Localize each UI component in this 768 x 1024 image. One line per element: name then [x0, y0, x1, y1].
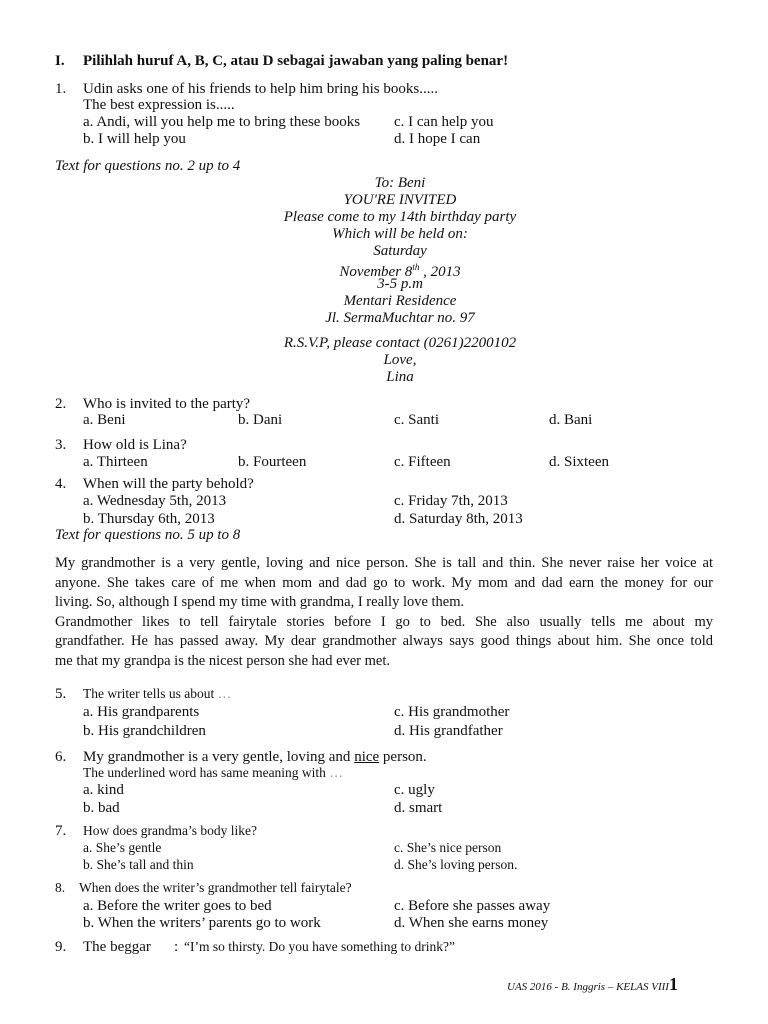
- q6-stem-post: person.: [379, 749, 427, 765]
- date-year: , 2013: [419, 264, 461, 280]
- invitation-rsvp: R.S.V.P, please contact (0261)2200102: [283, 335, 517, 351]
- q2-number: 2.: [55, 396, 67, 412]
- q3-option-c[interactable]: c. Fifteen: [394, 454, 451, 470]
- invitation-street: Jl. SermaMuchtar no. 97: [325, 310, 475, 326]
- q4-stem: When will the party behold?: [83, 476, 254, 492]
- q4-option-a[interactable]: a. Wednesday 5th, 2013: [83, 493, 227, 509]
- date-sup: th: [412, 262, 420, 272]
- q4-option-c[interactable]: c. Friday 7th, 2013: [394, 493, 508, 509]
- q6-option-d[interactable]: d. smart: [394, 800, 443, 816]
- text-label-q5-8: Text for questions no. 5 up to 8: [55, 527, 241, 543]
- q5-option-d[interactable]: d. His grandfather: [394, 723, 503, 739]
- q6-stem-pre: My grandmother is a very gentle, loving and: [83, 749, 355, 765]
- q2-option-a[interactable]: a. Beni: [83, 412, 126, 428]
- q8-option-a[interactable]: a. Before the writer goes to bed: [83, 898, 272, 914]
- q9-quote: “I’m so thirsty. Do you have something to drink?”: [184, 939, 455, 954]
- q1-number: 1.: [55, 81, 67, 97]
- q7-stem: How does grandma’s body like?: [83, 823, 257, 838]
- q6-underlined-word: nice: [354, 749, 380, 765]
- q4-option-b[interactable]: b. Thursday 6th, 2013: [83, 511, 215, 527]
- text-label-q2-4: Text for questions no. 2 up to 4: [55, 158, 241, 174]
- invitation-day: Saturday: [373, 243, 427, 259]
- invitation-time: 3-5 p.m: [377, 276, 423, 292]
- invitation-line1: Please come to my 14th birthday party: [283, 209, 517, 225]
- q9-colon: :: [174, 939, 179, 955]
- q9-number: 9.: [55, 939, 67, 955]
- invitation-heading: YOU'RE INVITED: [343, 192, 457, 208]
- passage-line: grandfather. He has passed away. My dear grandmother always says good things about him. She once told: [55, 633, 713, 649]
- q8-option-b[interactable]: b. When the writers’ parents go to work: [83, 915, 321, 931]
- q7-option-a[interactable]: a. She’s gentle: [83, 840, 162, 855]
- q1-stem: Udin asks one of his friends to help him bring his books.....: [83, 81, 438, 97]
- q7-option-b[interactable]: b. She’s tall and thin: [83, 857, 194, 872]
- invitation-line2: Which will be held on:: [332, 226, 468, 242]
- q5-option-b[interactable]: b. His grandchildren: [83, 723, 206, 739]
- q5-number: 5.: [55, 686, 67, 702]
- q8-stem: When does the writer’s grandmother tell fairytale?: [79, 880, 352, 895]
- q1-option-d[interactable]: d. I hope I can: [394, 131, 481, 147]
- reading-passage: [55, 554, 713, 671]
- q5-ellipsis: …: [214, 686, 232, 701]
- q8-option-c[interactable]: c. Before she passes away: [394, 898, 551, 914]
- q6-ellipsis: …: [325, 765, 343, 780]
- q6-option-a[interactable]: a. kind: [83, 782, 124, 798]
- q2-option-b[interactable]: b. Dani: [238, 412, 283, 428]
- q1-option-a[interactable]: a. Andi, will you help me to bring these books: [83, 114, 361, 130]
- q5-option-a[interactable]: a. His grandparents: [83, 704, 200, 720]
- passage-line: anyone. She takes care of me when mom and dad go to work. My mom and dad earn the money for our: [55, 574, 713, 591]
- q6-option-b[interactable]: b. bad: [83, 800, 120, 816]
- q5-option-c[interactable]: c. His grandmother: [394, 704, 510, 720]
- date-main: November 8: [339, 264, 413, 280]
- q3-option-a[interactable]: a. Thirteen: [83, 454, 148, 470]
- q8-option-d[interactable]: d. When she earns money: [394, 915, 549, 931]
- q8-number: 8.: [55, 880, 66, 895]
- q7-option-d[interactable]: d. She’s loving person.: [394, 857, 518, 872]
- q1-prompt: The best expression is.....: [83, 97, 235, 113]
- q3-number: 3.: [55, 437, 67, 453]
- page-footer: [507, 974, 678, 997]
- q6-prompt-text: The underlined word has same meaning with: [83, 765, 326, 780]
- invitation-to: To: Beni: [374, 175, 426, 191]
- q4-option-d[interactable]: d. Saturday 8th, 2013: [394, 511, 523, 527]
- q6-number: 6.: [55, 749, 67, 765]
- page-number: 1: [668, 974, 678, 994]
- q6-prompt: [83, 764, 343, 782]
- footer-text: UAS 2016 - B. Inggris – KELAS VIII: [507, 981, 669, 993]
- q3-option-d[interactable]: d. Sixteen: [549, 454, 609, 470]
- q2-option-c[interactable]: c. Santi: [394, 412, 439, 428]
- passage-line: me that my grandpa is the nicest person she had ever met.: [55, 652, 391, 669]
- invitation-place: Mentari Residence: [343, 293, 457, 309]
- q2-option-d[interactable]: d. Bani: [549, 412, 593, 428]
- q7-number: 7.: [55, 823, 67, 839]
- invitation-love: Love,: [383, 352, 417, 368]
- section-title: Pilihlah huruf A, B, C, atau D sebagai jawaban yang paling benar!: [83, 53, 509, 69]
- q7-option-c[interactable]: c. She’s nice person: [394, 840, 502, 855]
- section-number: I.: [55, 53, 65, 69]
- invitation-name: Lina: [386, 369, 414, 385]
- q3-stem: How old is Lina?: [83, 437, 187, 453]
- q1-option-c[interactable]: c. I can help you: [394, 114, 494, 130]
- q2-stem: Who is invited to the party?: [83, 396, 251, 412]
- q4-number: 4.: [55, 476, 67, 492]
- passage-line: living. So, although I spend my time with grandma, I really love them.: [55, 594, 465, 610]
- passage-line: My grandmother is a very gentle, loving and nice person. She is tall and thin. She never raise her voice at: [55, 555, 713, 571]
- q9-speaker: The beggar: [83, 939, 151, 955]
- q6-option-c[interactable]: c. ugly: [394, 782, 435, 798]
- passage-line: Grandmother likes to tell fairytale stories before I go to bed. She also usually tells me about my: [55, 613, 713, 630]
- q1-option-b[interactable]: b. I will help you: [83, 131, 186, 147]
- q3-option-b[interactable]: b. Fourteen: [238, 454, 307, 470]
- q5-stem: [83, 685, 231, 703]
- q5-stem-text: The writer tells us about: [83, 686, 215, 701]
